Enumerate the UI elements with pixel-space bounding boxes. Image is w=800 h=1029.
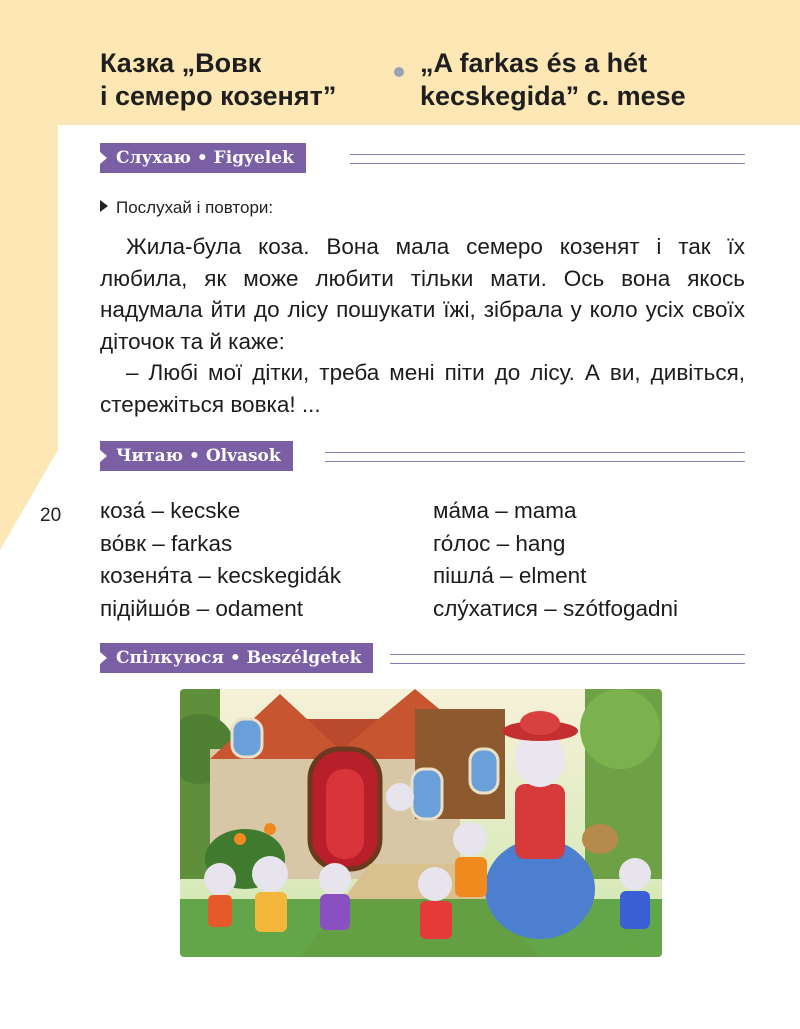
vocab-item: коза́ – kecske [100, 498, 241, 523]
side-band [0, 120, 58, 450]
section-read [100, 441, 745, 471]
story-paragraph-2: – Любі мої дітки, треба мені піти до лісу. А ви, дивіться, стережіться вовка! ... [100, 360, 745, 417]
section-talk [100, 643, 745, 673]
fairy-tale-goats-icon [180, 689, 662, 957]
triangle-bullet-icon [100, 200, 108, 212]
section-rule [325, 452, 745, 462]
section-read-label: Читаю • Olvasok [100, 441, 293, 471]
section-listen-label: Слухаю • Figyelek [100, 143, 306, 173]
section-talk-label: Спілкуюся • Beszélgetek [100, 643, 373, 673]
vocab-item: підійшо́в – odament [100, 595, 303, 621]
section-rule [390, 654, 745, 664]
vocab-item: во́вк – farkas [100, 530, 233, 556]
bullet-dot-icon [394, 67, 404, 77]
vocab-item: ма́ма – mama [433, 498, 577, 523]
vocab-item: козеня́та – kecskegidák [100, 563, 341, 588]
title-hu-line2: kecskegida” c. mese [420, 81, 686, 111]
title-hu-line1: „A farkas és a hét [420, 48, 648, 78]
fairy-tale-illustration [180, 689, 662, 957]
vocabulary-left-column [100, 495, 410, 625]
vocab-item: пішла́ – elment [433, 563, 587, 588]
side-band-tip [0, 450, 58, 550]
title-ua-line1: Казка „Вовк [100, 48, 262, 78]
instruction [100, 198, 273, 218]
instruction-text: Послухай і повтори: [116, 198, 274, 217]
section-rule [350, 154, 745, 164]
story-paragraph-1: Жила-була коза. Вона мала семеро козенят і так їх любила, як може любити тільки мати. Ось вона якось надумала йти до лісу пошукати їжі, зібрала у коло усіх своїх діточок та й каже: [100, 234, 745, 354]
vocab-item: слу́хатися – szótfogadni [433, 595, 679, 621]
title-hungarian [420, 47, 720, 113]
vocab-item: го́лос – hang [433, 530, 566, 556]
title-ua-line2: і семеро козенят” [100, 81, 337, 111]
section-listen [100, 143, 745, 173]
story-text [100, 231, 745, 420]
page-number: 20 [40, 505, 62, 526]
title-ukrainian [100, 47, 370, 113]
vocabulary-right-column [433, 495, 753, 625]
